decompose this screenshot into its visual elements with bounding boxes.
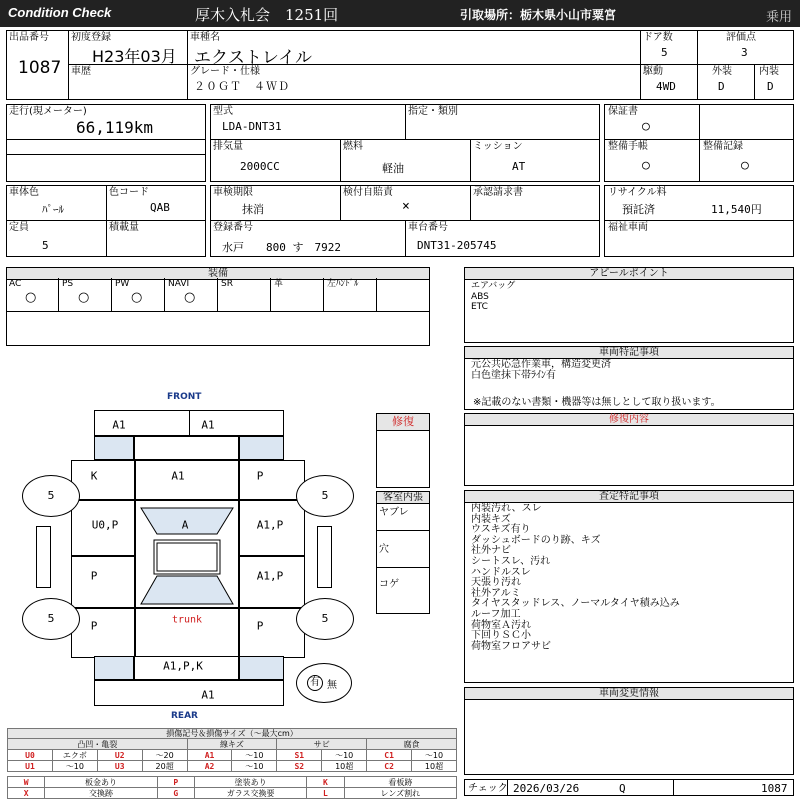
type-value: LDA-DNT31: [222, 120, 282, 133]
special-title: 車両特記事項: [465, 347, 793, 359]
legend-code: S2: [277, 761, 322, 772]
tire-rear-right[interactable]: 5: [296, 598, 354, 640]
rear-bumper[interactable]: [94, 680, 284, 706]
tire-rear-left[interactable]: 5: [22, 598, 80, 640]
mark-hood: A1: [171, 469, 185, 483]
reg-number-value: 水戸 800 す 7922: [222, 241, 341, 254]
appeal-text: エアバッグ ABS ETC: [471, 281, 516, 313]
equipment-label: 左ﾊﾝﾄﾞﾙ: [327, 279, 359, 289]
appeal-title: アピールポイント: [465, 268, 793, 280]
mark-rear-left: P: [90, 619, 98, 633]
approval-label: 承認請求書: [473, 187, 523, 198]
special-note: ※記載のない書類・機器等は無しとして取り扱います。: [473, 397, 721, 408]
type-label: 型式: [213, 106, 233, 117]
door-rear-left[interactable]: [71, 556, 135, 608]
mark-rear-bumper: A1: [201, 688, 215, 702]
repair-side-box: [376, 413, 430, 488]
transmission-label: ミッション: [473, 141, 523, 152]
legend-code: W: [8, 777, 45, 788]
maint-record-label: 整備記録: [703, 141, 743, 152]
cabin-burn: コゲ: [379, 579, 399, 590]
cabin-box: [376, 491, 430, 614]
legend-desc: ガラス交換要: [195, 788, 307, 799]
cabin-tear: ヤブレ: [379, 507, 409, 518]
mark-hood-right: P: [256, 469, 264, 483]
assessment-title: 査定特記事項: [465, 491, 793, 503]
spare-yes: 有: [307, 675, 323, 691]
equipment-cell-2: [59, 278, 112, 311]
color-label: 車体色: [9, 187, 39, 198]
doors-label: ドア数: [643, 32, 673, 43]
manual-label: 整備手帳: [608, 141, 648, 152]
condition-check-label: Condition Check: [8, 5, 112, 20]
left-mirror-box: [36, 526, 51, 588]
spare-no: 無: [327, 680, 337, 691]
legend-desc: 〜10: [412, 750, 457, 761]
color-code-label: 色コード: [109, 187, 149, 198]
reg-number-label: 登録番号: [213, 222, 253, 233]
mark-rear-right: P: [256, 619, 264, 633]
legend-code: L: [307, 788, 344, 799]
model-name-label: 車種名: [190, 32, 220, 43]
equipment-label: AC: [9, 279, 22, 289]
manual-value: ○: [642, 158, 650, 173]
check-lot: 1087: [761, 782, 788, 795]
equipment-label: PW: [115, 279, 130, 289]
legend-desc: 交換跡: [45, 788, 157, 799]
mark-door-fr: A1,P: [256, 518, 284, 532]
legend-code: A2: [187, 761, 232, 772]
legend-code: G: [157, 788, 194, 799]
legend-desc: 〜20: [142, 750, 187, 761]
lot-label: 出品番号: [9, 32, 49, 43]
mark-roof: A: [181, 518, 189, 532]
equipment-label: 革: [274, 279, 284, 289]
hood[interactable]: [135, 460, 239, 500]
legend-group-corrosion: 腐食: [367, 739, 457, 750]
designation-label: 指定・類別: [408, 106, 458, 117]
special-text: 元公共応急作業車，構造変更済 白色塗抹下帯ﾗｲﾝ有: [471, 359, 611, 381]
inspection-value: 抹消: [242, 203, 264, 216]
equipment-label: NAVI: [168, 279, 190, 289]
self-insurance-value: ×: [402, 199, 410, 214]
legend-code: C1: [367, 750, 412, 761]
rear-left-panel[interactable]: [71, 608, 135, 658]
fuel-label: 燃料: [343, 141, 363, 152]
legend-code: C2: [367, 761, 412, 772]
equipment-value: ○: [131, 290, 143, 305]
front-left-panel[interactable]: [71, 460, 135, 500]
trunk-label: trunk: [171, 614, 203, 626]
equipment-value: ○: [25, 290, 37, 305]
equipment-cell-1: [6, 278, 59, 311]
equipment-cell-5: [218, 278, 271, 311]
mark-door-rr: A1,P: [256, 569, 284, 583]
pickup-location: 引取場所：栃木県小山市粟宮: [460, 8, 617, 22]
damage-legend: [7, 728, 457, 799]
drive-label: 駆動: [643, 66, 663, 77]
chassis-value: DNT31-205745: [417, 239, 497, 252]
rear-label: REAR: [171, 711, 198, 721]
welfare-label: 福祉車両: [608, 222, 648, 233]
legend-title: 損傷記号＆損傷サイズ（〜最大cm）: [7, 728, 457, 738]
legend-code: U3: [97, 761, 142, 772]
legend-desc: 〜10: [232, 750, 277, 761]
color-code-value: QAB: [150, 201, 170, 214]
model-name-value: エクストレイル: [194, 48, 312, 68]
special-panel: [464, 346, 794, 410]
legend-desc: 塗装あり: [195, 777, 307, 788]
warranty-label: 保証書: [608, 106, 638, 117]
legend-desc: 20超: [142, 761, 187, 772]
load-label: 積載量: [109, 222, 139, 233]
mark-door-fl: U0,P: [91, 518, 119, 532]
recycle-status: 預託済: [622, 203, 655, 216]
displacement-value: 2000CC: [240, 160, 280, 173]
exterior-label: 外装: [712, 66, 732, 77]
right-mirror-box: [317, 526, 332, 588]
equipment-cell-4: [165, 278, 218, 311]
repair-side-title: 修復: [377, 414, 429, 431]
cabin-hole: 穴: [379, 544, 389, 555]
footer-bar: [464, 779, 794, 796]
legend-code: S1: [277, 750, 322, 761]
interior-value: D: [767, 80, 774, 93]
equipment-value: ○: [78, 290, 90, 305]
header-bar: [0, 0, 800, 27]
maint-record-value: ○: [741, 158, 749, 173]
legend-code: X: [8, 788, 45, 799]
mark-front-right: A1: [201, 418, 215, 432]
legend-desc: 板金あり: [45, 777, 157, 788]
tire-front-right[interactable]: 5: [296, 475, 354, 517]
score-value: 3: [741, 46, 748, 59]
chassis-label: 車台番号: [408, 222, 448, 233]
equipment-cell-7: [324, 278, 377, 311]
legend-desc: 〜10: [322, 750, 367, 761]
tire-front-left[interactable]: 5: [22, 475, 80, 517]
mileage-value: 66,119km: [76, 118, 154, 137]
equipment-label: SR: [221, 279, 233, 289]
equipment-cell-8: [377, 278, 430, 311]
recycle-label: リサイクル料: [608, 187, 667, 198]
first-reg-value: H23年03月: [92, 47, 177, 66]
assessment-text: 内装汚れ、スレ 内装キズ ウスキズ有り ダッシュボードのり跡、キズ 社外ナビ シートスレ、汚れ ハンドルスレ 天張り汚れ 社外アルミ タイヤスタッドレス、ノーマルタイヤ積み込み ルーフ加工 荷物室Ａ汚れ 下回りＳＣ小 荷物室フロアサビ: [471, 503, 680, 652]
displacement-label: 排気量: [213, 141, 243, 152]
mark-hood-left: K: [90, 469, 98, 483]
legend-desc: 〜10: [52, 761, 97, 772]
mark-door-rl: P: [90, 569, 98, 583]
capacity-value: 5: [42, 239, 49, 252]
equipment-title: 装備: [7, 268, 429, 280]
history-label: 車歴: [71, 66, 91, 77]
grade-label: グレード・仕様: [190, 66, 260, 77]
equipment-cell-3: [112, 278, 165, 311]
drive-value: 4WD: [656, 80, 676, 93]
transmission-value: AT: [512, 160, 526, 173]
legend-code: U0: [8, 750, 53, 761]
mark-front-left: A1: [112, 418, 126, 432]
appeal-panel: [464, 267, 794, 343]
interior-label: 内装: [759, 66, 779, 77]
category-label: 乗用: [765, 10, 792, 25]
change-title: 車両変更情報: [465, 688, 793, 700]
cabin-title: 客室内張: [377, 492, 429, 504]
repair-panel: [464, 413, 794, 486]
spare-tire-indicator: [296, 663, 352, 703]
legend-desc: 10超: [322, 761, 367, 772]
legend-code: U2: [97, 750, 142, 761]
legend-desc: レンズ割れ: [344, 788, 456, 799]
lot-number: 1087: [18, 58, 62, 78]
legend-group-scratch: 線キズ: [187, 739, 277, 750]
legend-desc: エクボ: [52, 750, 97, 761]
front-label: FRONT: [167, 392, 202, 402]
self-insurance-label: 検付自賠責: [343, 187, 393, 198]
legend-group-dent: 凸凹・亀裂: [8, 739, 188, 750]
color-value: ﾊﾟｰﾙ: [42, 203, 64, 216]
legend-desc: 10超: [412, 761, 457, 772]
equipment-cell-6: [271, 278, 324, 311]
first-reg-label: 初度登録: [71, 32, 111, 43]
check-label: チェック: [468, 783, 508, 794]
mileage-label: 走行(現メーター): [9, 106, 87, 117]
equipment-value: ○: [184, 290, 196, 305]
recycle-fee: 11,540円: [711, 203, 762, 216]
check-code: Q: [619, 782, 626, 795]
inspection-label: 車検期限: [213, 187, 253, 198]
legend-code: U1: [8, 761, 53, 772]
warranty-value: ○: [642, 119, 650, 134]
rear-right-panel[interactable]: [239, 608, 305, 658]
grade-value: ２０ＧＴ ４ＷＤ: [194, 80, 290, 93]
repair-title: 修復内容: [465, 414, 793, 426]
doors-value: 5: [661, 46, 668, 59]
capacity-label: 定員: [9, 222, 29, 233]
assessment-panel: [464, 490, 794, 683]
equipment-label: PS: [62, 279, 74, 289]
legend-code: P: [157, 777, 194, 788]
exterior-value: D: [718, 80, 725, 93]
legend-code: A1: [187, 750, 232, 761]
legend-desc: 看板跡: [344, 777, 456, 788]
windshield-shapes: [135, 500, 239, 608]
auction-title: 厚木入札会 1251回: [195, 6, 339, 24]
check-date: 2026/03/26: [513, 782, 580, 795]
score-label: 評価点: [726, 32, 756, 43]
change-panel: [464, 687, 794, 775]
legend-desc: 〜10: [232, 761, 277, 772]
fuel-value: 軽油: [382, 162, 404, 175]
mark-tailgate: A1,P,K: [163, 659, 203, 673]
legend-group-rust: サビ: [277, 739, 367, 750]
legend-code: K: [307, 777, 344, 788]
